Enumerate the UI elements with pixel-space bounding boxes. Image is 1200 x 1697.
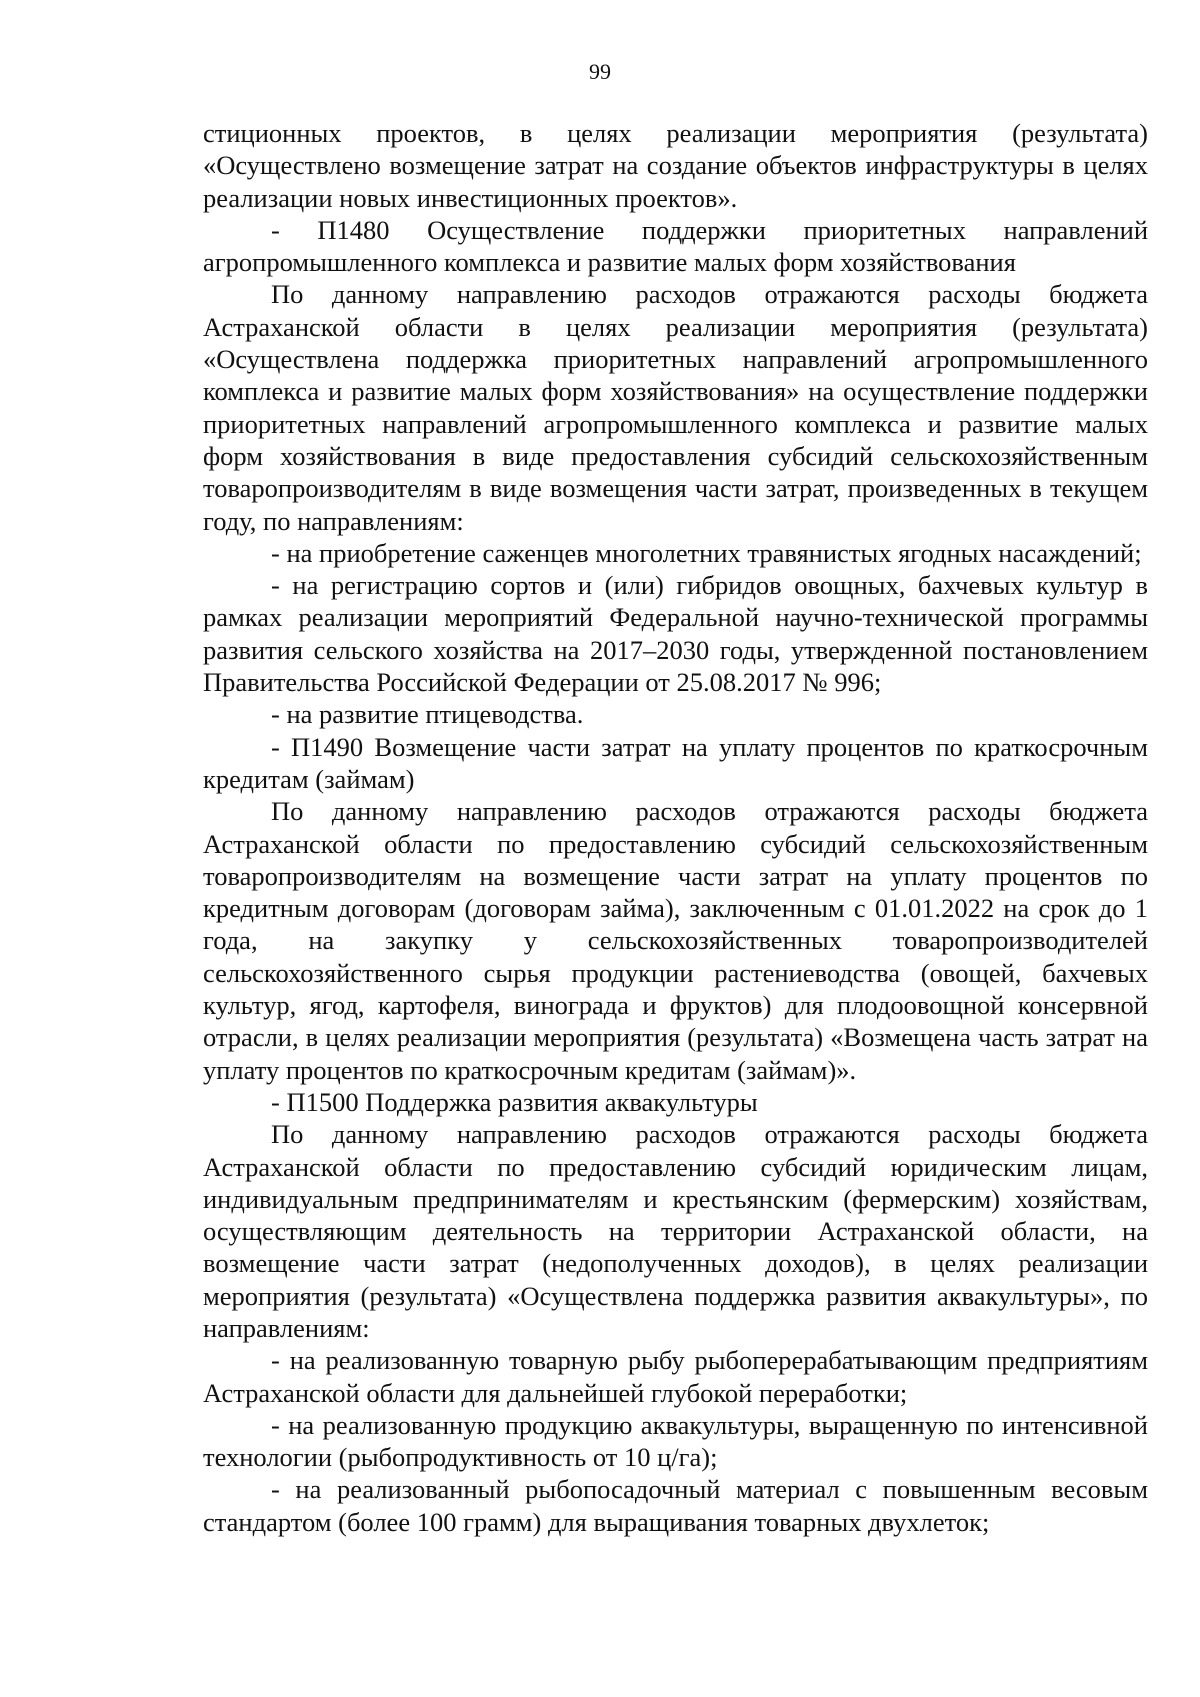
paragraph: - П1500 Поддержка развития аквакультуры (271, 1086, 758, 1117)
page-number: 99 (589, 59, 611, 84)
document-body (203, 117, 1148, 1538)
paragraph: По данному направлению расходов отражаются расходы бюджета Астраханской области в целях реализации мероприятия (результата) «Осуществлена поддержка приоритетных направлений агропромышленного комплекса и развитие малых форм хозяйствования» на осуществление поддержки приоритетных направлений агропромышленного комплекса и развитие малых форм хозяйствования в виде предоставления субсидий сельскохозяйственным товаропроизводителям в виде возмещения части затрат, произведенных в текущем году, по направлениям: (203, 279, 1148, 536)
list-item: - на регистрацию сортов и (или) гибридов овощных, бахчевых культур в рамках реализации мероприятий Федеральной научно-технической программы развития сельского хозяйства на 2017–2030 годы, утвержденной постановлением Правительства Российской Федерации от 25.08.2017 № 996; (203, 570, 1148, 698)
list-item: - на реализованную продукцию аквакультуры, выращенную по интенсивной технологии (рыбопродуктивность от 10 ц/га); (203, 1409, 1148, 1473)
list-item: - на развитие птицеводства. (271, 699, 584, 730)
paragraph: По данному направлению расходов отражаются расходы бюджета Астраханской области по предоставлению субсидий сельскохозяйственным товаропроизводителям на возмещение части затрат на уплату процентов по кредитным договорам (договорам займа), заключенным с 01.01.2022 на срок до 1 года, на закупку у сельскохозяйственных товаропроизводителей сельскохозяйственного сырья продукции растениеводства (овощей, бахчевых культур, ягод, картофеля, винограда и фруктов) для плодоовощной консервной отрасли, в целях реализации мероприятия (результата) «Возмещена часть затрат на уплату процентов по краткосрочным кредитам (займам)». (203, 796, 1148, 1085)
paragraph: - П1490 Возмещение части затрат на уплату процентов по краткосрочным кредитам (займам) (203, 731, 1148, 794)
list-item: - на приобретение саженцев многолетних травянистых ягодных насаждений; (271, 537, 1142, 568)
paragraph: стиционных проектов, в целях реализации мероприятия (результата) «Осуществлено возмещение затрат на создание объектов инфраструктуры в целях реализации новых инвестиционных проектов». (203, 118, 1148, 213)
list-item: - на реализованный рыбопосадочный материал с повышенным весовым стандартом (более 100 грамм) для выращивания товарных двухлеток; (203, 1474, 1148, 1537)
paragraph: По данному направлению расходов отражаются расходы бюджета Астраханской области по предоставлению субсидий юридическим лицам, индивидуальным предпринимателям и крестьянским (фермерским) хозяйствам, осуществляющим деятельность на территории Астраханской области, на возмещение части затрат (недополученных доходов), в целях реализации мероприятия (результата) «Осуществлена поддержка развития аквакультуры», по направлениям: (203, 1119, 1148, 1343)
paragraph: - П1480 Осуществление поддержки приоритетных направлений агропромышленного комплекса и развитие малых форм хозяйствования (203, 214, 1148, 278)
list-item: - на реализованную товарную рыбу рыбоперерабатывающим предприятиям Астраханской области для дальнейшей глубокой переработки; (203, 1345, 1148, 1408)
